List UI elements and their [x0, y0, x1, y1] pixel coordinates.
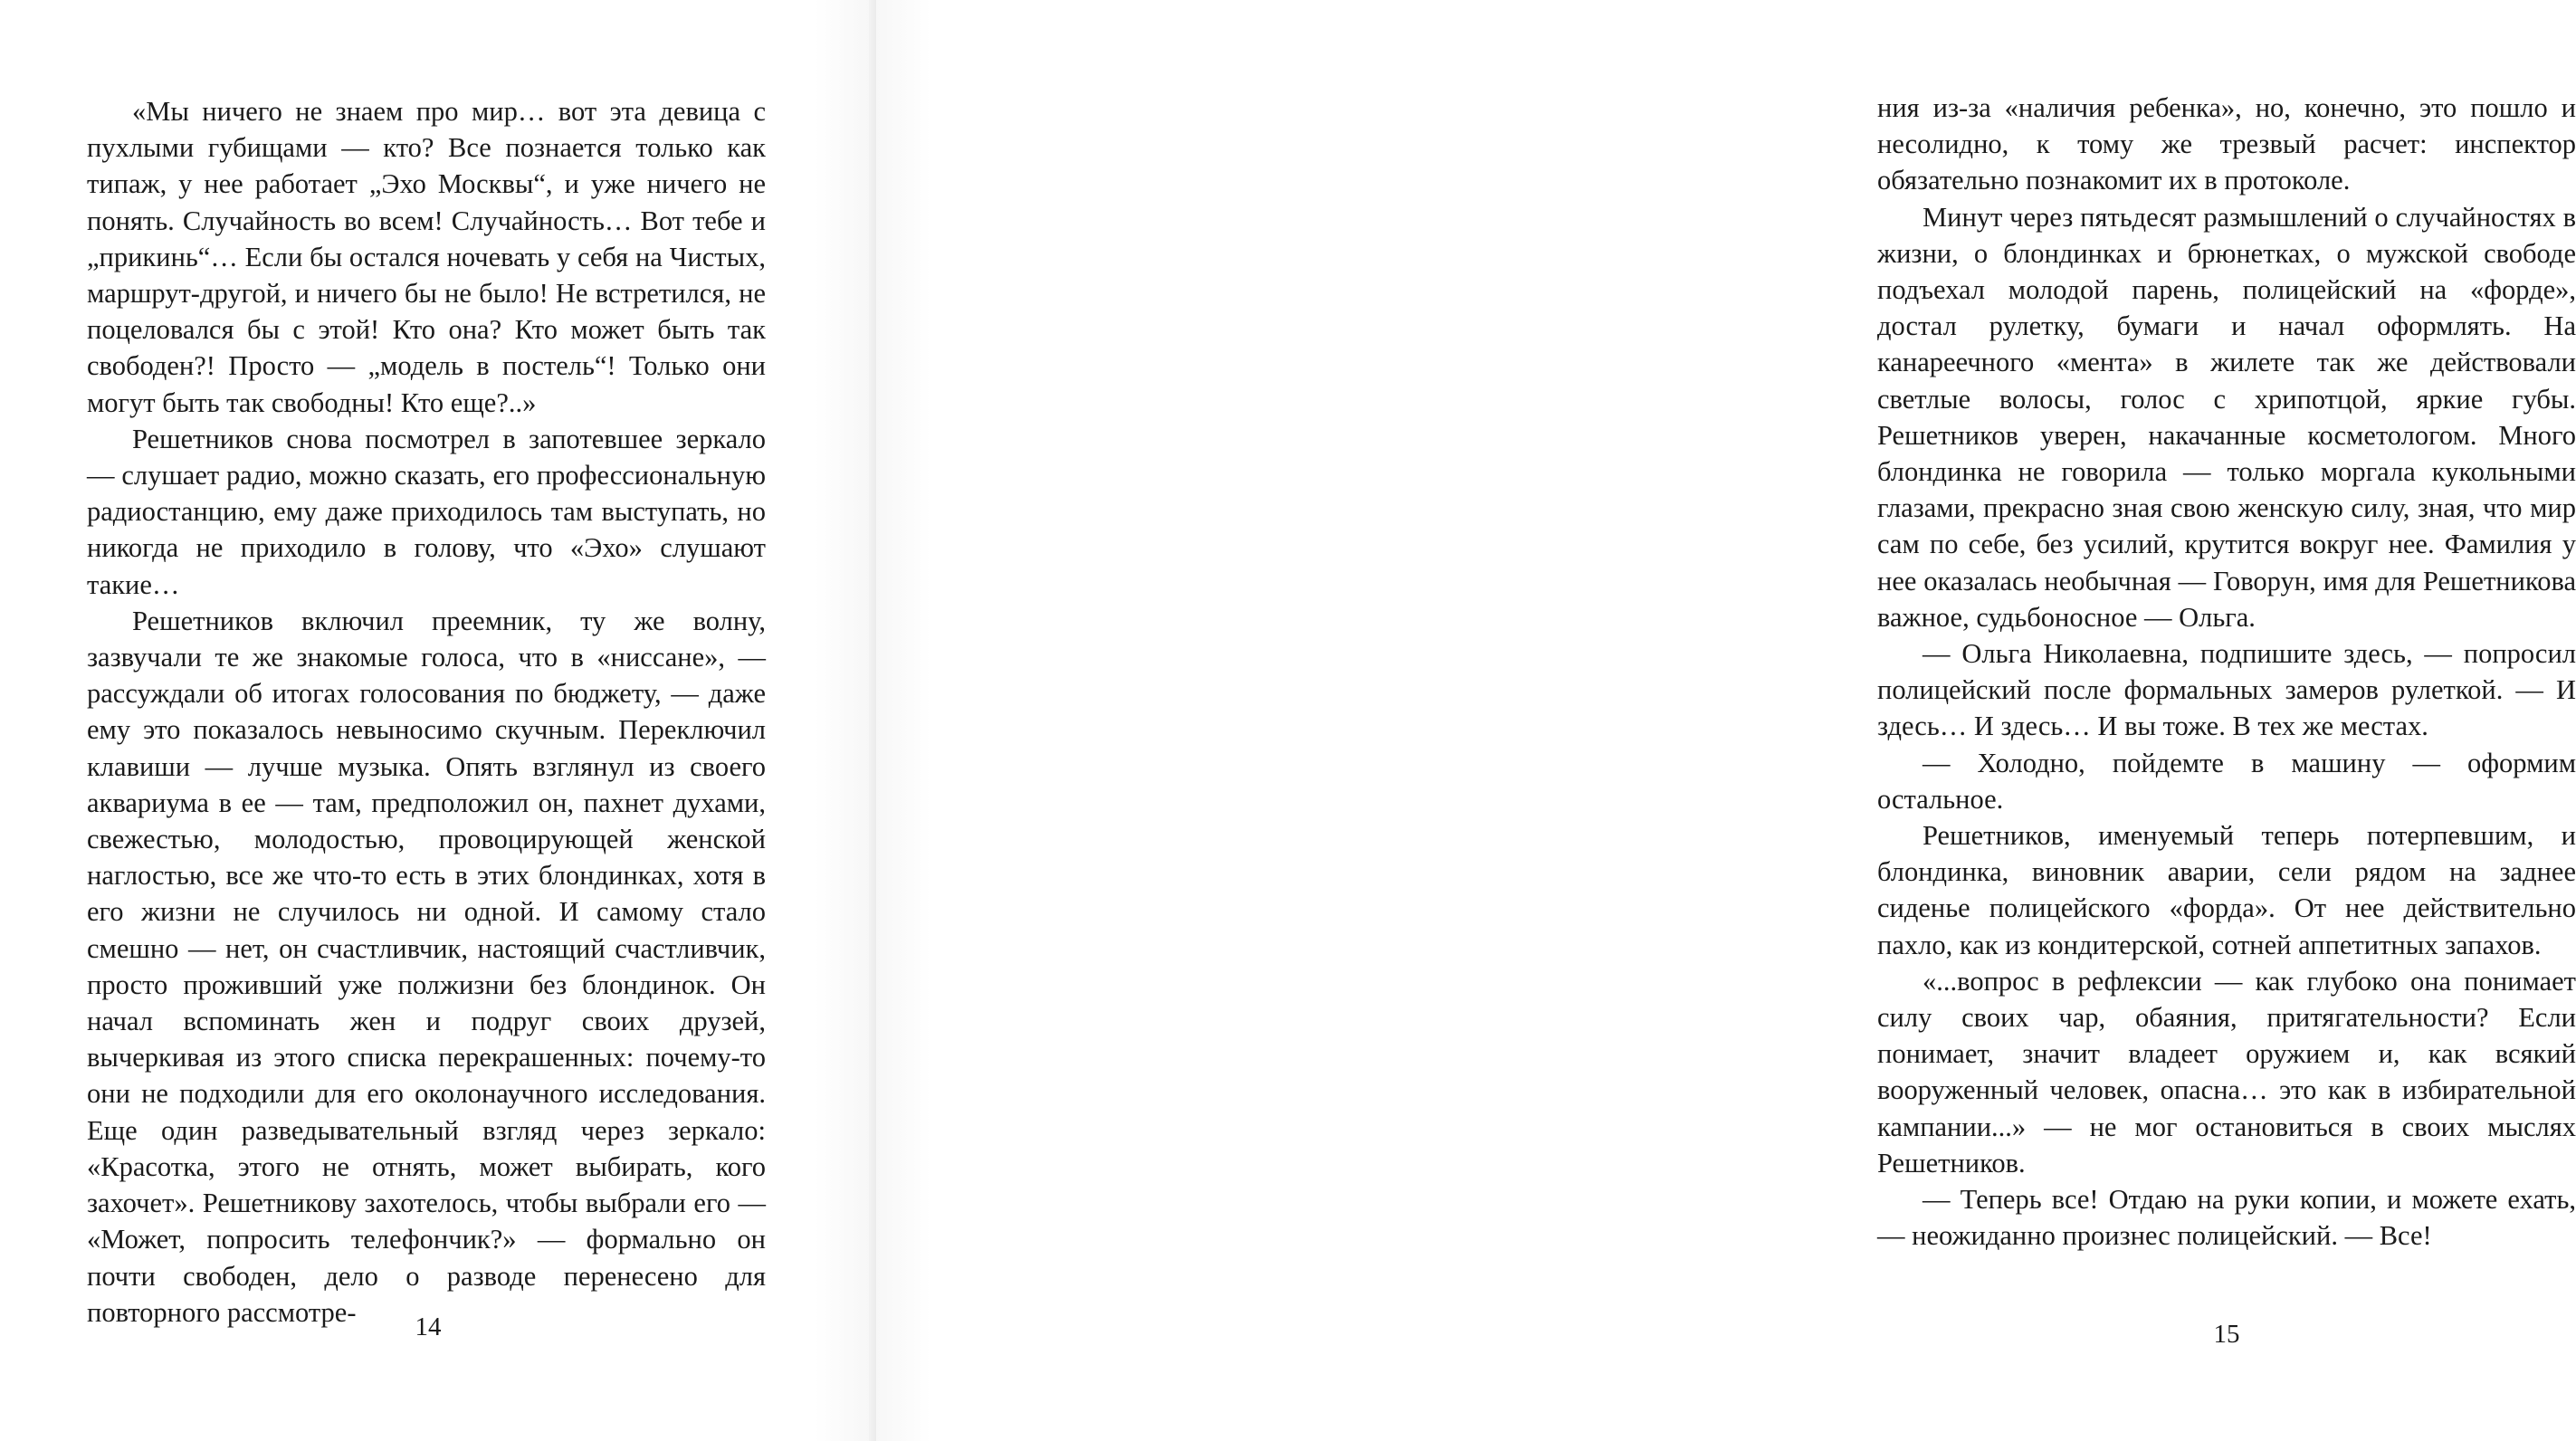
paragraph: — Ольга Николаевна, подпишите здесь, — попросил полицейский после формальных замеров рулеткой. — И здесь… И здесь… И вы тоже. В тех же местах.	[1877, 638, 2576, 742]
right-page-text	[1877, 90, 2576, 1255]
paragraph: Решетников включил преемник, ту же волну, зазвучали те же знакомые голоса, что в «ниссане», — рассуждали об итогах голосования по бюджету, — даже ему это показалось невыносимо скучным. Переключил клавиши — лучше музыка. Опять взглянул из своего аквариума в ее — там, предположил он, пахнет духами, свежестью, молодостью, провоцирующей женской наглостью, все же что-то есть в этих блондинках, хотя в его жизни не случилось ни одной. И самому стало смешно — нет, он счастливчик, настоящий счастливчик, просто проживший уже полжизни без блондинок. Он начал вспоминать жен и подруг своих друзей, вычеркивая из этого списка перекрашенных: почему-то они не подходили для его околонаучного исследования. Еще один разведывательный взгляд через зеркало: «Красотка, этого не отнять, может выбирать, кого захочет». Решетникову захотелось, чтобы выбрали его — «Может, попросить телефончик?» — формально он почти свободен, дело о разводе перенесено для повторного рассмотре-	[87, 605, 766, 1328]
paragraph: — Холодно, пойдемте в машину — оформим остальное.	[1877, 747, 2576, 815]
paragraph: «Мы ничего не знаем про мир… вот эта девица с пухлыми губищами — кто? Все познается только как типаж, у нее работает „Эхо Москвы“, и уже ничего не понять. Случайность во всем! Случайность… Вот тебе и „прикинь“… Если бы остался ночевать у себя на Чистых, маршрут-другой, и ничего бы не было! Не встретился, не поцеловался бы с этой! Кто она? Кто может быть так свободен?! Просто — „модель в постель“! Только они могут быть так свободны! Кто еще?..»	[87, 96, 766, 418]
page-number-right: 15	[2213, 1320, 2240, 1349]
paragraph: Решетников снова посмотрел в запотевшее зеркало — слушает радио, можно сказать, его профессиональную радиостанцию, ему даже приходилось там выступать, но никогда не приходило в голову, что «Эхо» слушают такие…	[87, 423, 766, 600]
paragraph: «...вопрос в рефлексии — как глубоко она понимает силу своих чар, обаяния, притягательности? Если понимает, значит владеет оружием и, как всякий вооруженный человек, опасна… это как в избирательной кампании...» — не мог остановиться в своих мыслях Решетников.	[1877, 965, 2576, 1179]
paragraph: Решетников, именуемый теперь потерпевшим, и блондинка, виновник аварии, сели рядом на заднее сиденье полицейского «форда». От нее действительно пахло, как из кондитерской, сотней аппетитных запахов.	[1877, 820, 2576, 960]
left-page	[0, 0, 876, 1441]
paragraph: — Теперь все! Отдаю на руки копии, и можете ехать, — неожиданно произнес полицейский. — Все!	[1877, 1184, 2576, 1252]
page-number-left: 14	[415, 1312, 442, 1341]
paragraph-continuation: ния из-за «наличия ребенка», но, конечно, это пошло и несолидно, к тому же трезвый расчет: инспектор обязательно познакомит их в протоколе.	[1877, 92, 2576, 196]
paragraph: Минут через пятьдесят размышлений о случайностях в жизни, о блондинках и брюнетках, о мужской свободе подъехал молодой парень, полицейский на «форде», достал рулетку, бумаги и начал оформлять. На канареечного «мента» в жилете так же действовали светлые волосы, голос с хрипотцой, яркие губы. Решетников уверен, накачанные косметологом. Много блондинка не говорила — только моргала кукольными глазами, прекрасно зная свою женскую силу, зная, что мир сам по себе, без усилий, крутится вокруг нее. Фамилия у нее оказалась необычная — Говорун, имя для Решетникова важное, судьбоносное — Ольга.	[1877, 201, 2576, 633]
left-page-text	[87, 93, 766, 1331]
right-page	[876, 0, 2576, 1441]
